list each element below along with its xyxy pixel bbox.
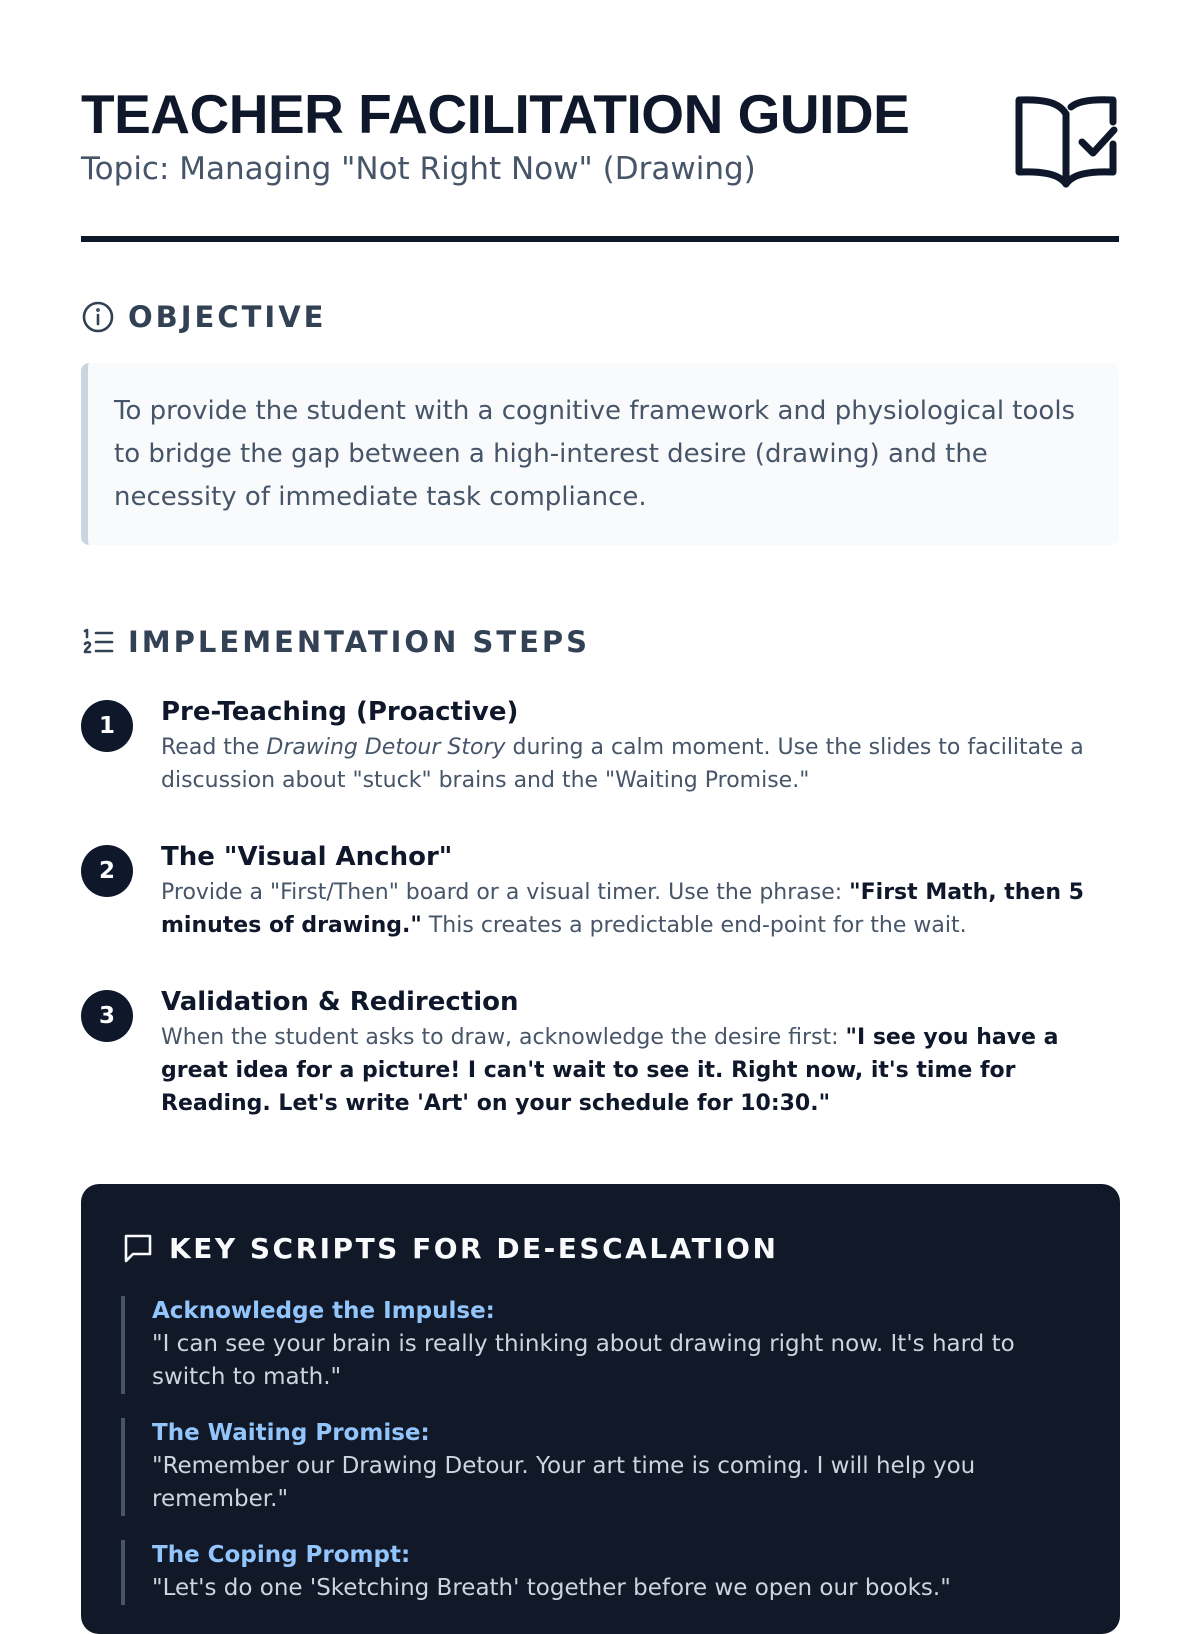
step-desc-text: Read the bbox=[161, 735, 267, 760]
step-title: Validation & Redirection bbox=[161, 987, 519, 1017]
scripts-heading-label: KEY SCRIPTS FOR DE-ESCALATION bbox=[169, 1231, 779, 1265]
objective-text: To provide the student with a cognitive framework and physiological tools to bridge the gap between a high-interest desire (drawing) and the necessity of immediate task compliance. bbox=[114, 396, 1076, 512]
step-description bbox=[161, 1021, 1119, 1120]
scripts-heading bbox=[121, 1228, 1080, 1268]
script-label: The Waiting Promise: bbox=[152, 1420, 430, 1446]
step-description bbox=[161, 876, 1119, 942]
info-icon bbox=[81, 300, 115, 334]
step-title: The "Visual Anchor" bbox=[161, 842, 453, 872]
step-desc-text: When the student asks to draw, acknowledge the desire first: bbox=[161, 1025, 846, 1050]
script-label: Acknowledge the Impulse: bbox=[152, 1298, 495, 1324]
script-quote: "Let's do one 'Sketching Breath' together before we open our books." bbox=[152, 1575, 951, 1601]
page-subtitle: Topic: Managing "Not Right Now" (Drawing) bbox=[81, 151, 756, 187]
step-desc-text: Provide a "First/Then" board or a visual timer. Use the phrase: bbox=[161, 880, 850, 905]
step-description bbox=[161, 731, 1119, 797]
objective-heading-label: OBJECTIVE bbox=[128, 300, 327, 334]
script-label: The Coping Prompt: bbox=[152, 1542, 411, 1568]
step-item bbox=[81, 695, 1119, 797]
script-quote: "Remember our Drawing Detour. Your art time is coming. I will help you remember." bbox=[152, 1453, 976, 1512]
step-number-badge: 2 bbox=[81, 845, 133, 897]
script-item bbox=[121, 1540, 1080, 1605]
steps-heading bbox=[81, 622, 1119, 662]
objective-heading bbox=[81, 297, 1119, 337]
objective-section bbox=[81, 297, 1119, 545]
story-title: Drawing Detour Story bbox=[266, 735, 506, 760]
step-number-badge: 1 bbox=[81, 700, 133, 752]
objective-callout bbox=[81, 363, 1119, 545]
step-number-badge: 3 bbox=[81, 990, 133, 1042]
step-desc-text: during a calm moment. Use the slides to facilitate a discussion about "stuck" brains and the "Waiting Promise." bbox=[161, 735, 1084, 793]
step-key-phrase: "First Math, then 5 minutes of drawing." bbox=[161, 880, 1084, 938]
page-title: TEACHER FACILITATION GUIDE bbox=[81, 83, 910, 145]
numbered-list-icon bbox=[81, 625, 115, 659]
step-item bbox=[81, 985, 1119, 1120]
step-item bbox=[81, 840, 1119, 942]
key-scripts-panel bbox=[81, 1184, 1120, 1634]
steps-heading-label: IMPLEMENTATION STEPS bbox=[128, 625, 591, 659]
step-desc-text: This creates a predictable end-point for the wait. bbox=[421, 913, 967, 938]
script-item bbox=[121, 1296, 1080, 1394]
script-item bbox=[121, 1418, 1080, 1516]
script-quote: "I can see your brain is really thinking about drawing right now. It's hard to switch to math." bbox=[152, 1331, 1015, 1390]
book-check-icon bbox=[1013, 92, 1119, 188]
implementation-steps-section bbox=[81, 622, 1119, 1120]
step-title: Pre-Teaching (Proactive) bbox=[161, 697, 519, 727]
chat-bubble-icon bbox=[121, 1231, 155, 1265]
guide-header bbox=[81, 0, 1119, 242]
step-key-phrase: "I see you have a great idea for a picture! I can't wait to see it. Right now, it's time for Reading. Let's write 'Art' on your schedule for 10:30." bbox=[161, 1025, 1059, 1116]
